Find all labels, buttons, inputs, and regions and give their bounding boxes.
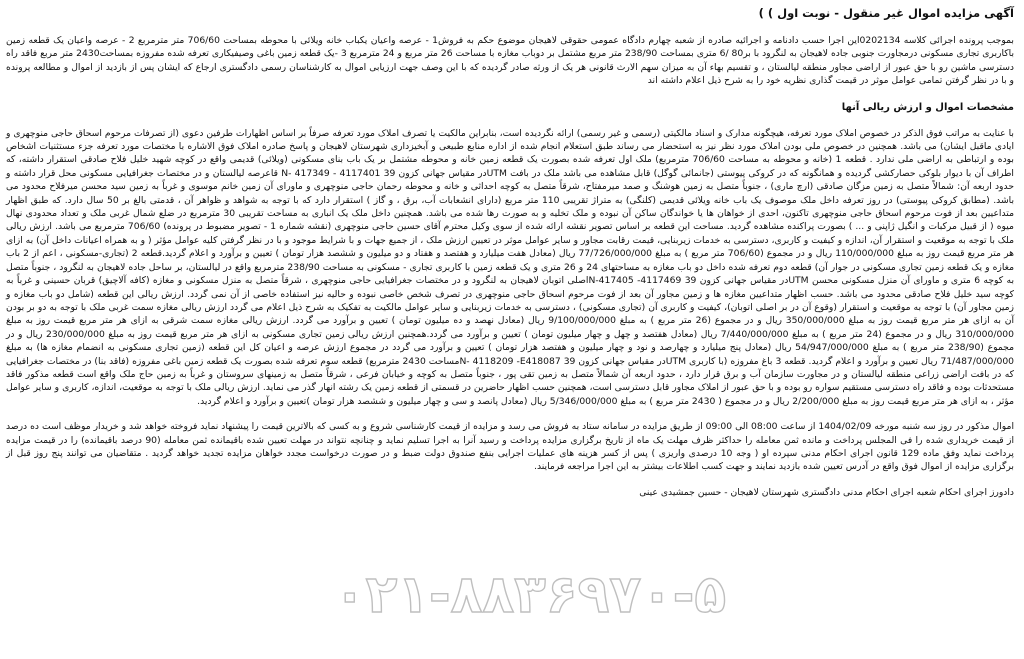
closing-paragraph: اموال مذکور در روز سه شنبه مورخه 1404/02/09 از ساعت 08:00 الی 09:00 از طریق مزایده در سامانه ستاد به فروش می رسد و مزایده از قیمت کارشناسی شروع و به کسی که بالاترین قیمت را پیشنهاد نماید فروخته خواهد شد و خریدار موظف است ده درصد از قیمت خریداری شده را فی المجلس پرداخت و مانده ثمن معامله را حداکثر ظرف مهلت یک ماه از تاریخ برگزاری مزایده پرداخت و رسید آنرا به اجرا تسلیم نماید و چنانچه نتواند در مهلت تعیین شده باقیمانده ثمن معامله (90 درصد باقیمانده) را در قیمت مزایده پرداخت نماید وفق ماده 129 قانون اجرای احکام مدنی سپرده او ( وجه 10 درصدی واریزی ) پس از کسر هزینه های عملیات اجرایی بنفع صندوق دولت ضبط و در صورت درخواست مجدد خواهان مزایده تجدید خواهد گردید . متقاضیان می توانند پنج روز قبل از برگزاری مزایده از اموال فوق واقع در آدرس تعیین شده بازدید نمایند و جهت کسب اطلاعات بیشتر به این اجرا مراجعه فرمایند. <box>6 421 1014 473</box>
intro-paragraph: بموجب پرونده اجرائی کلاسه 0202134این اجرا حسب دادنامه و اجرائیه صادره از شعبه چهارم دادگاه عمومی حقوقی لاهیجان موضوع حکم به فروش1 - عرصه واعیان یکباب خانه ویلائی با محوطه بمساحت 706/60 متر مترمربع 2 - عرصه واعیان یک قطعه زمین باکاربری تجاری مسکونی درمجاورت جنوبی جاده لاهیجان به لنگرود با بر80 /6 متری بمساحت 238/90 متر مربع مشتمل بر دوباب مغازه با مساحت 26 متر مربع و 24 مترمربع 3 -یک قطعه زمین باغی وصیفیکاری تعرفه شده مفروزه بمساحت2430 متر مربع فاقد راه دسترسی ماشین رو با حق عبور از اراضی مجاور منطقه لیالستان ، و تقسیم بهاء آن به میزان سهم الارث قانونی هر یک از ورثه صادر گردیده که با این وصف جهت ارزیابی اموال به کارشناسان رسمی دادگستری ارجاع که ایشان پس از بازدید از اموال و مطالعه پرونده و با در نظر گرفتن تمامی عوامل موثر در قیمت گذاری نظریه خود را به شرح ذیل اعلام داشته اند <box>6 35 1015 87</box>
body-paragraph: با عنایت به مراتب فوق الذکر در خصوص املاک مورد تعرفه، هیچگونه مدارک و اسناد مالکیتی (رسمی و غیر رسمی) ارائه نگردیده است، بنابراین مالکیت یا تصرف املاک مورد تعرفه صرفاً بر اساس اظهارات طرفین دعوی (از تصرفات مرحوم اسحاق حاجی منوچهری و ایادی ماقبل ایشان) می باشد. همچنین در خصوص ملی بودن املاک مورد نظر نیز به استحضار می رساند طبق استعلام انجام شده از اداره منابع طبیعی و آبخیزداری شهرستان لاهیجان و پاسخ صادره املاک فوق الاشاره با مختصات مورد تعرفه جزء مستثنیات اشخاص بوده و ارتباطی به اراضی ملی ندارد . قطعه 1 (خانه و محوطه به مساحت 706/60 مترمربع) ملک اول تعرفه شده بصورت یک قطعه زمین خانه و محوطه مشتمل بر یک باب بنای مسکونی (ویلائی) قدیمی واقع در کوچه شهید خلیل فلاح صادقی استقرار داشته، که اطراف آن با دیوار بلوکی حصارکشی گردیده و همانگونه که در کروکی پیوستی (جانمائی گوگل) قابل مشاهده می باشد ملک در بافت UTMدر مقیاس جهانی کزون 39 N- 417349 - 4117401 قاعرصه لیالستان و در مختصات جغرافیایی مسکونی محل قرار داشته و حدود اربعه آن: شمالاً متصل به زمین مزگان صادقی (ارچ ماری) ، جنوباً متصل به زمین هوشنگ و صمد میرمفتاح، شرقاً متصل به کوچه احداثی و خانه و محوطه رحمان حاجی منوچهری و ماورای آن زمین خانم موسوی و غرباً به زمین سید محسن میرفلاح محدود می باشد. (مطابق کروکی پیوستی) در روز تعرفه داخل ملک موصوف یک باب خانه ویلائی قدیمی (کلنگی) به متراژ تقریبی 110 متر مربع (دارای انشعابات آب، برق ، و گاز ) استقرار دارد که با توجه به شواهد و ظواهر آن ، قدمتی بالغ بر 50 سال دارد. که طبق اظهار متداعیین بعد از فوت مرحوم اسحاق حاجی منوچهری تاکنون، احدی از خواهان ها یا خواندگان ساکن آن نبوده و ملک تخلیه و به صورت رها شده می باشد. همچنین داخل ملک یک انباری به مساحت تقریبی 30 مترمربع در ضلع شمال غربی ملک و تعداد محدودی نهال میوه ( از قبیل مرکبات و انگیل ژاپنی و ... ) بصورت پراکنده مشاهده گردید. مساحت این قطعه بر اساس تصویر نقشه ارائه شده از سوی وکیل محترم آقای حسین حاجی منوچهری (نقشه شماره 1 - تصویر مضبوط در پرونده) 706/60 مترمربع می باشد. ارزش ریالی ملک با توجه به موقعیت و استقرار آن، اندازه و کیفیت و کاربری، دسترسی به خدمات زیربنایی، قیمت رقابت مجاور و سایر عوامل موثر در تعیین ارزش ملک ، از جمیع جهات و با شرایط موجود و با در نظر گرفتن کلیه عوامل مؤثر ( و به همراه اعیانات داخل آن) به ازای هر متر مربع قیمت روز به مبلغ 110/000/000 ریال و در مجموع (706/60 متر مربع ) به مبلغ 77/726/000/000 ریال (معادل هفت میلیارد و هفتصد و هفتاد و دو میلیون و ششصد هزار تومان ) تعیین و برآورد و اعلام گردید.قطعه 2 (تجاری-مسکونی ، اعم از 2 باب مغازه و یک قطعه زمین تجاری مسکونی در جوار آن) قطعه دوم تعرفه شده داخل دو باب مغازه به مساحتهای 24 و 26 متری و یک قطعه زمین با کاربری تجاری - مسکونی به مساحت 238/90 مترمربع واقع در لیالستان، بر ساحل جاده لاهیجان به لنگرود ، جنوباً متصل به کوچه 6 متری و ماورای آن منزل مسکونی محسن UTMدر مقیاس جهانی کزون 39 N-417405 -4117469اصلی اتوبان لاهیجان به لنگرود و در مختصات جغرافیایی حاجی منوچهری ، شرقاً متصل به منزل مسکونی و مغازه (کافه آلاچیق) قربان حسینی و غرباً به کوچه سید خلیل فلاح صادقی محدود می باشد. حسب اظهار متداعیین مغازه ها و زمین مجاور آن بعد از فوت مرحوم اسحاق حاجی منوچهری در تصرف شخص خاصی نبوده و حالیه نیز استفاده خاصی از آن نمی گردد. ارزش ریالی این قطعه (شامل دو باب مغازه و زمین مجاور آن) با توجه به موقعیت و استقرار (وقوع آن در بر اصلی اتوبان)، کیفیت و کاربری آن (تجاری مسکونی) ، دسترسی به خدمات زیربنایی و سایر عوامل مالکیت به تفکیک به شرح ذیل اعلام می گردد ارزش ریالی مغازه سمت غربی ملک با توجه به دو بر بودن آن به ازای هر متر مربع قیمت روز به مبلغ 350/000/000 ریال و در مجموع (26 متر مربع ) به مبلغ 9/100/000/000 ریال (معادل نهصد و ده میلیون تومان ) تعیین و برآورد می گردد. ارزش ریالی مغازه سمت شرقی به ازای هر متر مربع قیمت روز به مبلغ 310/000/000 ریال و در مجموع (24 متر مربع ) به مبلغ 7/440/000/000 ریال (معادل هفتصد و چهل و چهار میلیون تومان ) تعیین و برآورد می گردد.همچنین ارزش ریالی زمین تجاری مسکونی به ازای هر متر مربع قیمت روز به مبلغ 230/000/000 ریال و در مجموع (238/90 متر مربع ) به مبلغ 54/947/000/000 ریال (معادل پنج میلیارد و چهارصد و نود و چهار میلیون و هفتصد هزار تومان ) تعیین و برآورد می گردد در مجموع ارزش عرصه و اعیان کل این قطعه (زمین تجاری مسکونی به انضمام مغازه ها) به مبلغ 71/487/000/000 ریال تعیین و برآورد و اعلام گردید. قطعه 3 باغ مفروزه (با کاربری UTMدر مقیاس جهانی کزون 39 N- 4118209 -E418087مساحت 2430 مترمربع) قطعه سوم تعرفه شده بصورت یک قطعه زمین باغی مفروزه (فاقد بنا) در مختصات جغرافیایی که در بافت اراضی زراعی منطقه لیالستان و در مجاورت سازمان آب و برق قرار دارد ، حدود اربعه آن شمالاً متصل به زمین تقی پور ، جنوباً متصل به کوچه و خیابان فرعی ، شرقاً متصل به زمینهای سروستان و غرباً به زمین حاج ملک واقع است قطعه مذکور فاقد مستحدثات بوده و فاقد راه دسترسی مستقیم سواره رو بوده و با حق عبور از املاک مجاور قابل دسترسی است، همچنین حسب اظهار حاضرین در قسمتی از قطعه زمین یک رشته انهار گذر می نماید. ارزش ریالی ملک با توجه به موقعیت، اندازه، کاربری و سایر عوامل مؤثر ، به ازای هر متر مربع قیمت روز به مبلغ 2/200/000 ریال و در مجموع ( 2430 متر مربع ) به مبلغ 5/346/000/000 ریال (معادل پانصد و سی و چهار میلیون و ششصد هزار تومان )تعیین و برآورد و اعلام گردید. <box>6 127 1015 407</box>
auction-notice <box>6 0 1014 659</box>
notice-title: آگهی مزایده اموال غیر منقول - نوبت اول ) ) <box>758 6 1014 20</box>
signature-line: دادورز اجرای احکام شعبه اجرای احکام مدنی دادگستری شهرستان لاهیجان - حسین جمشیدی عینی <box>639 486 1014 498</box>
section-heading: مشخصات اموال و ارزش ریالی آنها <box>841 101 1014 113</box>
phone-watermark: ۰۲۱-۸۸۳۶۹۷۰-۵ <box>333 565 727 625</box>
